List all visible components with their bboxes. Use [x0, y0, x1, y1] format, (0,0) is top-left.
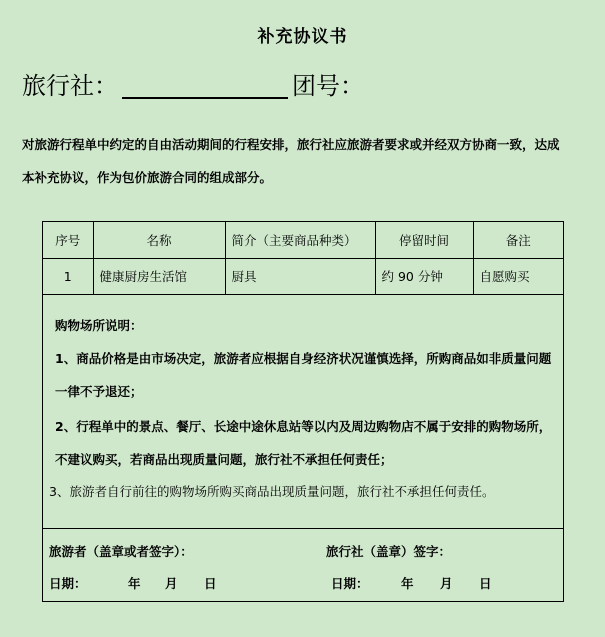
group-number-label: 团号：	[292, 72, 364, 100]
cell-name: 健康厨房生活馆	[93, 258, 225, 294]
tourist-date-month: 月	[165, 576, 178, 591]
shopping-notes-section	[43, 296, 563, 529]
cell-description: 厨具	[225, 258, 375, 294]
intro-line-2: 本补充协议，作为包价旅游合同的组成部分。	[22, 170, 273, 185]
note-1-line-1: 1、商品价格是由市场决定，旅游者应根据自身经济状况谨慎选择，所购商品如非质量问题	[55, 351, 552, 366]
agency-label: 旅行社：	[22, 72, 118, 100]
note-2-line-1: 2、行程单中的景点、餐厅、长途中途休息站等以内及周边购物店不属于安排的购物场所，	[55, 419, 552, 434]
intro-paragraph	[22, 128, 592, 194]
cell-remarks: 自愿购买	[473, 258, 563, 294]
agency-blank-field[interactable]	[122, 73, 288, 99]
agency-date-month: 月	[440, 576, 453, 591]
agency-date-label: 日期：	[331, 576, 369, 591]
note-2-line-2: 不建议购买，若商品出现质量问题，旅行社不承担任何责任；	[55, 452, 393, 467]
cell-seq: 1	[43, 258, 93, 294]
agency-date-day: 日	[479, 576, 492, 591]
cell-stay-time: 约 90 分钟	[375, 258, 473, 294]
header-description: 简介（主要商品种类）	[225, 222, 375, 258]
agency-date-year: 年	[401, 576, 414, 591]
document-title: 补充协议书	[257, 27, 348, 47]
agreement-frame	[42, 221, 564, 602]
table-header-row	[43, 222, 563, 258]
intro-line-1: 对旅游行程单中约定的自由活动期间的行程安排，旅行社应旅游者要求或并经双方协商一致，达成	[22, 137, 560, 152]
header-stay-time: 停留时间	[375, 222, 473, 258]
note-1-line-2: 一律不予退还；	[55, 384, 143, 399]
tourist-date-label: 日期：	[49, 576, 87, 591]
tourist-date-year: 年	[128, 576, 141, 591]
header-seq: 序号	[43, 222, 93, 258]
shopping-table	[43, 222, 563, 295]
tourist-signature-label: 旅游者（盖章或者签字）：	[49, 544, 193, 559]
table-row	[43, 258, 563, 294]
header-name: 名称	[93, 222, 225, 258]
header-remarks: 备注	[473, 222, 563, 258]
notes-heading: 购物场所说明：	[55, 318, 143, 333]
tourist-date-day: 日	[204, 576, 217, 591]
note-3: 3、旅游者自行前往的购物场所购买商品出现质量问题，旅行社不承担任何责任。	[49, 484, 495, 499]
agency-group-line	[22, 66, 364, 101]
agency-signature-label: 旅行社（盖章）签字：	[326, 544, 452, 559]
